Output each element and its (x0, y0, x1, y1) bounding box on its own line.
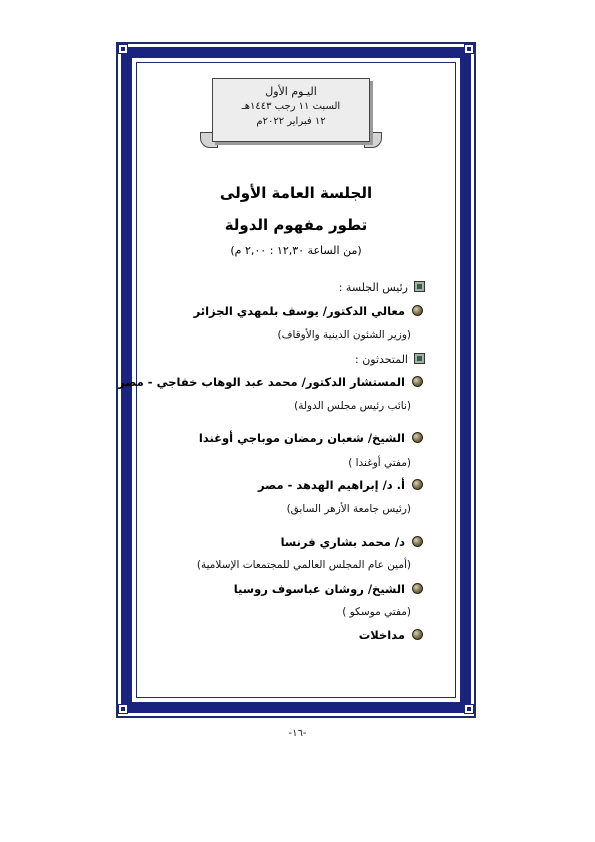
session-title: الجلسة العامة الأولى (219, 184, 373, 202)
chair-name-row (194, 304, 423, 318)
hijri-date: السبت ١١ رجب ١٤٤٣هـ (241, 101, 341, 112)
day-title: اليـوم الأول (265, 85, 317, 98)
speaker-row (359, 628, 423, 642)
speaker-role: (نائب رئيس مجلس الدولة) (294, 400, 411, 412)
square-bullet-icon (414, 281, 425, 292)
chair-role: (وزير الشئون الدينية والأوقاف) (277, 329, 411, 341)
session-time: (من الساعة ١٢,٣٠ : ٢,٠٠ م) (230, 244, 362, 257)
frame-corner-ornament (118, 704, 128, 714)
round-bullet-icon (412, 305, 423, 316)
speaker-row (281, 535, 423, 549)
speaker-role: (مفتي أوغندا ) (348, 457, 411, 469)
page-number: -١٦- (288, 728, 307, 739)
session-topic: تطور مفهوم الدولة (224, 216, 368, 234)
speaker-role: (مفتي موسكو ) (342, 606, 411, 618)
day-banner-text (212, 84, 370, 129)
speaker-row (118, 375, 423, 389)
speaker-role: (أمين عام المجلس العالمي للمجتمعات الإسلامية) (196, 559, 411, 571)
speaker-name: د/ محمد بشاري فرنسا (280, 535, 405, 549)
speaker-name: الشيخ/ روشان عباسوف روسيا (233, 582, 405, 596)
round-bullet-icon (412, 479, 423, 490)
speakers-heading-row (355, 353, 425, 366)
speaker-row (199, 431, 423, 445)
round-bullet-icon (412, 583, 423, 594)
gregorian-date: ١٢ فبراير ٢٠٢٢م (256, 116, 326, 127)
chair-name: معالي الدكتور/ يوسف بلمهدي الجزائر (193, 304, 405, 318)
frame-corner-ornament (464, 44, 474, 54)
round-bullet-icon (412, 376, 423, 387)
speakers-heading: المتحدثون : (355, 353, 408, 366)
frame-corner-ornament (118, 44, 128, 54)
square-bullet-icon (414, 353, 425, 364)
speaker-name: أ. د/ إبراهيم الهدهد - مصر (258, 478, 405, 492)
speaker-name: المستشار الدكتور/ محمد عبد الوهاب خفاجي - مصر (118, 375, 405, 389)
frame-corner-ornament (464, 704, 474, 714)
speaker-name: الشيخ/ شعبان رمضان موباجي أوغندا (198, 431, 405, 445)
round-bullet-icon (412, 536, 423, 547)
speaker-row (234, 582, 423, 596)
chair-heading-row (339, 281, 425, 294)
round-bullet-icon (412, 432, 423, 443)
interventions-label: مداخلات (358, 628, 405, 642)
round-bullet-icon (412, 629, 423, 640)
chair-heading: رئيس الجلسة : (338, 281, 408, 294)
speaker-row (258, 478, 423, 492)
speaker-role: (رئيس جامعة الأزهر السابق) (286, 503, 411, 515)
